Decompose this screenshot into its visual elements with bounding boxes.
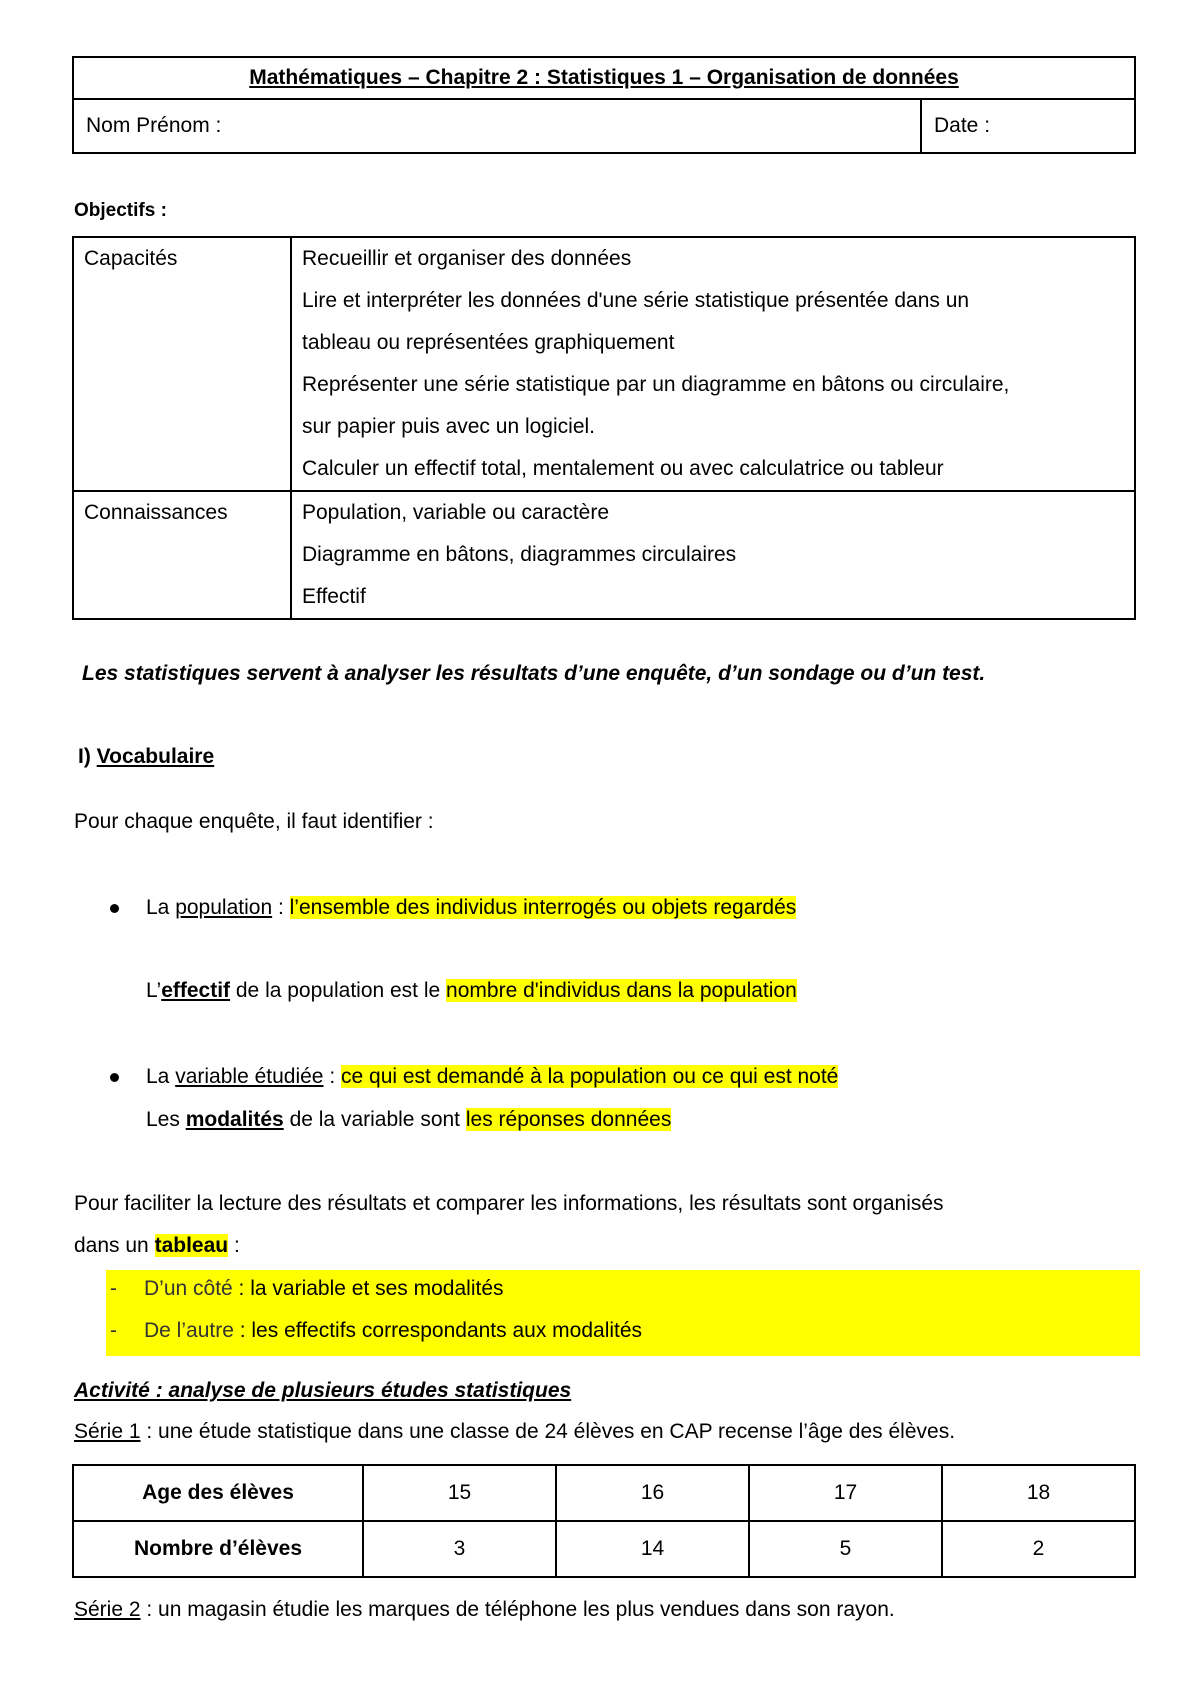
capacite-item: Calculer un effectif total, mentalement ou avec calculatrice ou tableur [302, 457, 944, 480]
table-cell: 16 [556, 1465, 749, 1521]
age-table [72, 1464, 1136, 1578]
term-variable: variable étudiée [175, 1065, 324, 1088]
highlight-effectif: nombre d'individus dans la population [446, 979, 797, 1002]
intro-statement: Les statistiques servent à analyser les résultats d’une enquête, d’un sondage ou d’un test. [82, 662, 986, 685]
text-fragment: D’un côté [144, 1277, 233, 1300]
date-field-label: Date : [921, 99, 1135, 153]
table-cell: 2 [942, 1521, 1135, 1577]
modalites-definition [146, 1106, 671, 1134]
connaissances-label: Connaissances [73, 491, 291, 619]
highlight-modalites: les réponses données [465, 1108, 672, 1131]
dash-item [110, 1275, 504, 1303]
table-row [73, 1521, 1135, 1577]
text-fragment: : une étude statistique dans une classe de 24 élèves en CAP recense l’âge des élèves. [140, 1420, 956, 1443]
text-fragment: La [146, 896, 176, 919]
capacite-item: Lire et interpréter les données d'une série statistique présentée dans un [302, 289, 970, 312]
table-cell: 18 [942, 1465, 1135, 1521]
section-lead: Pour chaque enquête, il faut identifier : [74, 810, 434, 833]
text-fragment: dans un [74, 1234, 155, 1257]
table-header: Nombre d’élèves [73, 1521, 363, 1577]
paragraph-line: Pour faciliter la lecture des résultats et comparer les informations, les résultats sont organisés [74, 1192, 944, 1215]
table-row [73, 1465, 1135, 1521]
capacites-list [291, 237, 1135, 491]
section-title: Vocabulaire [96, 745, 215, 768]
text-fragment: : [272, 896, 290, 919]
serie-1-label: Série 1 [74, 1420, 141, 1443]
capacite-item: Représenter une série statistique par un diagramme en bâtons ou circulaire, [302, 373, 1010, 396]
population-definition [146, 894, 796, 922]
term-modalites: modalités [185, 1108, 284, 1131]
connaissances-list [291, 491, 1135, 619]
serie-1-description [74, 1418, 955, 1446]
connaissance-item: Population, variable ou caractère [302, 501, 610, 524]
name-field-label: Nom Prénom : [73, 99, 921, 153]
section-number: I) [78, 745, 91, 768]
text-fragment: : [228, 1234, 240, 1257]
capacite-item: Recueillir et organiser des données [302, 247, 632, 270]
activity-title [74, 1377, 571, 1405]
effectif-definition [146, 977, 797, 1005]
table-cell: 5 [749, 1521, 942, 1577]
section-heading [78, 745, 214, 769]
capacite-item: tableau ou représentées graphiquement [302, 331, 675, 354]
header-table [72, 56, 1136, 154]
connaissance-item: Effectif [302, 585, 366, 608]
table-cell: 17 [749, 1465, 942, 1521]
text-fragment: de la population est le [230, 979, 447, 1002]
text-fragment: Les [146, 1108, 186, 1131]
term-population: population [175, 896, 273, 919]
table-cell: 15 [363, 1465, 556, 1521]
text-fragment: L’ [146, 979, 162, 1002]
activity-title-text: Activité : analyse de plusieurs études statistiques [74, 1379, 572, 1402]
serie-2-label: Série 2 [74, 1598, 141, 1621]
dash-icon: - [110, 1319, 117, 1342]
highlight-population: l’ensemble des individus interrogés ou objets regardés [289, 896, 797, 919]
bullet-icon [110, 1073, 119, 1082]
table-header: Age des élèves [73, 1465, 363, 1521]
text-fragment: : un magasin étudie les marques de téléphone les plus vendues dans son rayon. [140, 1598, 895, 1621]
text-fragment: : les effectifs correspondants aux modalités [233, 1319, 643, 1342]
text-fragment: De l’autre [144, 1319, 234, 1342]
dash-icon: - [110, 1277, 117, 1300]
term-tableau: tableau [154, 1234, 229, 1257]
text-fragment: La [146, 1065, 176, 1088]
table-cell: 3 [363, 1521, 556, 1577]
objectives-heading: Objectifs : [74, 200, 167, 221]
text-fragment: : la variable et ses modalités [232, 1277, 504, 1300]
paragraph-line [74, 1232, 240, 1260]
connaissance-item: Diagramme en bâtons, diagrammes circulaires [302, 543, 737, 566]
text-fragment: : [323, 1065, 341, 1088]
capacite-item: sur papier puis avec un logiciel. [302, 415, 595, 438]
objectives-table [72, 236, 1136, 620]
serie-2-description [74, 1596, 895, 1624]
highlight-variable: ce qui est demandé à la population ou ce qui est noté [341, 1065, 839, 1088]
table-cell: 14 [556, 1521, 749, 1577]
variable-definition [146, 1063, 838, 1091]
term-effectif: effectif [161, 979, 231, 1002]
text-fragment: de la variable sont [283, 1108, 466, 1131]
dash-item [110, 1317, 642, 1345]
bullet-icon [110, 904, 119, 913]
capacites-label: Capacités [73, 237, 291, 491]
document-title: Mathématiques – Chapitre 2 : Statistiques 1 – Organisation de données [73, 57, 1135, 99]
